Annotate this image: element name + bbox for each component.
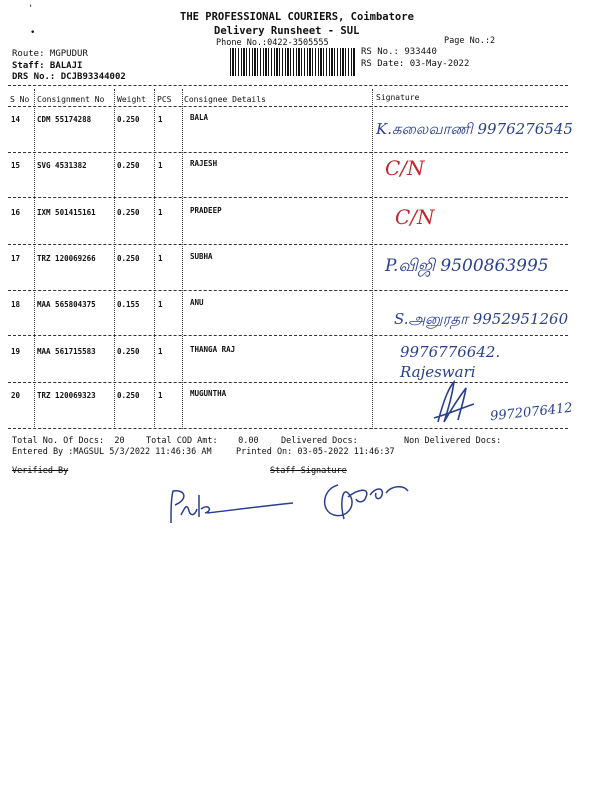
row-signature: C/N [395,205,435,229]
runsheet-subtitle: Delivery Runsheet - SUL [214,25,360,37]
row-sno: 14 [11,115,21,124]
barcode [230,48,355,76]
column-divider [34,89,35,429]
page-number: Page No.:2 [444,36,496,46]
printed-on: Printed On: 03-05-2022 11:46:37 [236,447,395,457]
entered-by: Entered By :MAGSUL 5/3/2022 11:46:36 AM [12,447,212,457]
row-rule [8,152,568,153]
row-weight: 0.250 [117,347,140,356]
verified-by-label: Verified By [12,466,69,476]
row-consignee: RAJESH [190,159,218,168]
row-sno: 19 [11,347,21,356]
row-sno: 20 [11,391,21,400]
rs-date: RS Date: 03-May-2022 [361,59,470,69]
column-divider [372,89,373,429]
non-delivered-docs: Non Delivered Docs: [404,436,502,446]
delivered-docs: Delivered Docs: [281,436,358,446]
col-consignment: Consignment No [37,95,105,104]
row-rule [8,244,568,245]
row-signature: C/N [385,156,425,180]
row-sno: 17 [11,254,21,263]
row-consignee: ANU [190,298,204,307]
row-consignment: MAA 565804375 [37,300,96,309]
row-rule [8,335,568,336]
col-signature: Signature [376,93,420,102]
col-consignee: Consignee Details [184,95,266,104]
route: Route: MGPUDUR [12,49,88,59]
row-consignment: TRZ 120069323 [37,391,96,400]
corner-mark: • [30,28,36,38]
column-divider [182,89,183,429]
company-title: THE PROFESSIONAL COURIERS, Coimbatore [180,11,414,23]
row-consignee: PRADEEP [190,206,222,215]
row-weight: 0.250 [117,391,140,400]
row-pcs: 1 [158,115,163,124]
row-weight: 0.155 [117,300,140,309]
col-weight: Weight [117,95,146,104]
row-consignment: TRZ 120069266 [37,254,96,263]
table-bottom-rule [8,428,568,429]
row-rule [8,290,568,291]
row-signature: 9976776642. Rajeswari [400,343,501,381]
row-rule [8,197,568,198]
row-consignee: MUGUNTHA [190,389,227,398]
row-pcs: 1 [158,208,163,217]
row-signature: K.கலைவாணி 9976276545 [376,120,573,138]
row-consignment: MAA 561715583 [37,347,96,356]
staff: Staff: BALAJI [12,61,83,71]
scribble-signature [430,378,490,428]
verifier-signature [165,485,305,530]
total-cod: Total COD Amt: 0.00 [146,436,259,446]
row-sno: 16 [11,208,21,217]
row-pcs: 1 [158,161,163,170]
row-pcs: 1 [158,391,163,400]
row-sno: 18 [11,300,21,309]
col-sno: S No [10,95,30,104]
staff-signature-label: Staff Signature [270,466,347,476]
row-consignee: THANGA RAJ [190,345,236,354]
column-divider [114,89,115,429]
row-weight: 0.250 [117,254,140,263]
drs-number: DRS No.: DCJB93344002 [12,72,126,82]
row-pcs: 1 [158,300,163,309]
row-signature: P.விஜி 9500863995 [385,256,549,276]
row-consignment: IXM 501415161 [37,208,96,217]
header-bottom-rule [8,106,568,107]
row-consignee: SUBHA [190,252,213,261]
col-pcs: PCS [157,95,172,104]
rs-number: RS No.: 933440 [361,47,437,57]
staff-signature [318,475,438,525]
row-consignment: SVG 4531382 [37,161,87,170]
row-sno: 15 [11,161,21,170]
total-docs: Total No. Of Docs: 20 [12,436,125,446]
row-weight: 0.250 [117,115,140,124]
header-top-rule [8,85,568,86]
phone-number: Phone No.:0422-3505555 [216,38,329,48]
row-signature: 9972076412 [489,400,574,425]
row-pcs: 1 [158,254,163,263]
row-consignment: CDM 55174288 [37,115,92,124]
row-weight: 0.250 [117,161,140,170]
row-consignee: BALA [190,113,209,122]
corner-mark: ' [28,4,34,14]
row-pcs: 1 [158,347,163,356]
column-divider [154,89,155,429]
row-weight: 0.250 [117,208,140,217]
row-signature: S.அனுரதா 9952951260 [394,310,569,328]
